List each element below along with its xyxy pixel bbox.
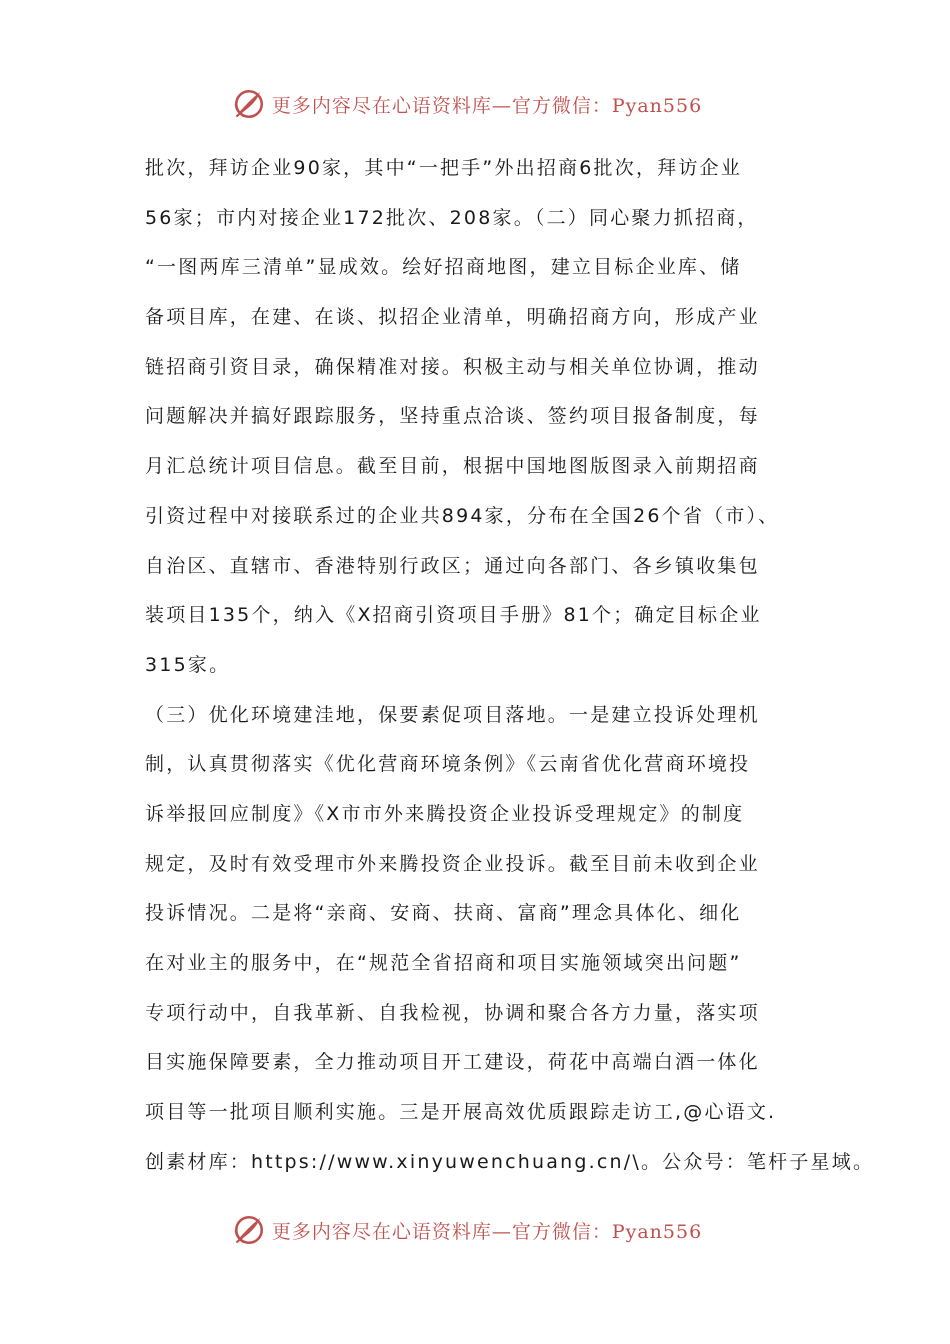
text-line: 批次，拜访企业90家，其中“一把手”外出招商6批次，拜访企业 (145, 157, 742, 179)
text-line: 制，认真贯彻落实《优化营商环境条例》《云南省优化营商环境投 (145, 753, 751, 776)
text-line: 315家。 (145, 653, 231, 676)
text-line: 自治区、直辖市、香港特别行政区；通过向各部门、各乡镇收集包 (145, 554, 760, 577)
text-line: 项目等一批项目顺利实施。三是开展高效优质跟踪走访工,@心语文. (145, 1101, 777, 1124)
quill-logo-icon (232, 1213, 266, 1247)
text-line: 月汇总统计项目信息。截至目前，根据中国地图版图录入前期招商 (145, 455, 760, 478)
text-line: 备项目库，在建、在谈、拟招企业清单，明确招商方向，形成产业 (145, 306, 760, 329)
text-line: 规定，及时有效受理市外来腾投资企业投诉。截至目前未收到企业 (145, 852, 760, 875)
text-line: 装项目135个，纳入《X招商引资项目手册》81个；确定目标企业 (145, 604, 762, 627)
text-line: 专项行动中，自我革新、自我检视，协调和聚合各方力量，落实项 (145, 1001, 760, 1024)
text-line: 诉举报回应制度》《X市市外来腾投资企业投诉受理规定》的制度 (145, 802, 745, 825)
document-body (145, 144, 875, 1187)
footer-banner-content (232, 1213, 702, 1247)
text-line: （三）优化环境建洼地，保要素促项目落地。一是建立投诉处理机 (145, 703, 760, 726)
text-line: 目实施保障要素，全力推动项目开工建设，荷花中高端白酒一体化 (145, 1051, 760, 1074)
footer-banner (0, 1208, 950, 1252)
text-line: 56家；市内对接企业172批次、208家。（二）同心聚力抓招商， (145, 206, 759, 229)
quill-logo-icon (232, 87, 266, 121)
footer-banner-text: 更多内容尽在心语资料库—官方微信：Pyan556 (271, 1220, 703, 1243)
text-line: 问题解决并搞好跟踪服务，坚持重点洽谈、签约项目报备制度，每 (145, 405, 760, 428)
text-line: 在对业主的服务中，在“规范全省招商和项目实施领域突出问题” (145, 952, 742, 974)
text-line: 创素材库：https://www.xinyuwenchuang.cn/\。公众号：笔杆子星域。 (145, 1150, 875, 1173)
header-banner-text: 更多内容尽在心语资料库—官方微信：Pyan556 (271, 94, 703, 117)
text-line: “一图两库三清单”显成效。绘好招商地图，建立目标企业库、储 (145, 256, 742, 279)
header-banner-content (232, 87, 702, 121)
text-line: 链招商引资目录，确保精准对接。积极主动与相关单位协调，推动 (145, 355, 760, 378)
text-line: 引资过程中对接联系过的企业共894家，分布在全国26个省（市）、 (145, 504, 780, 527)
text-line: 投诉情况。二是将“亲商、安商、扶商、富商”理念具体化、细化 (145, 902, 742, 925)
header-banner (0, 82, 950, 126)
